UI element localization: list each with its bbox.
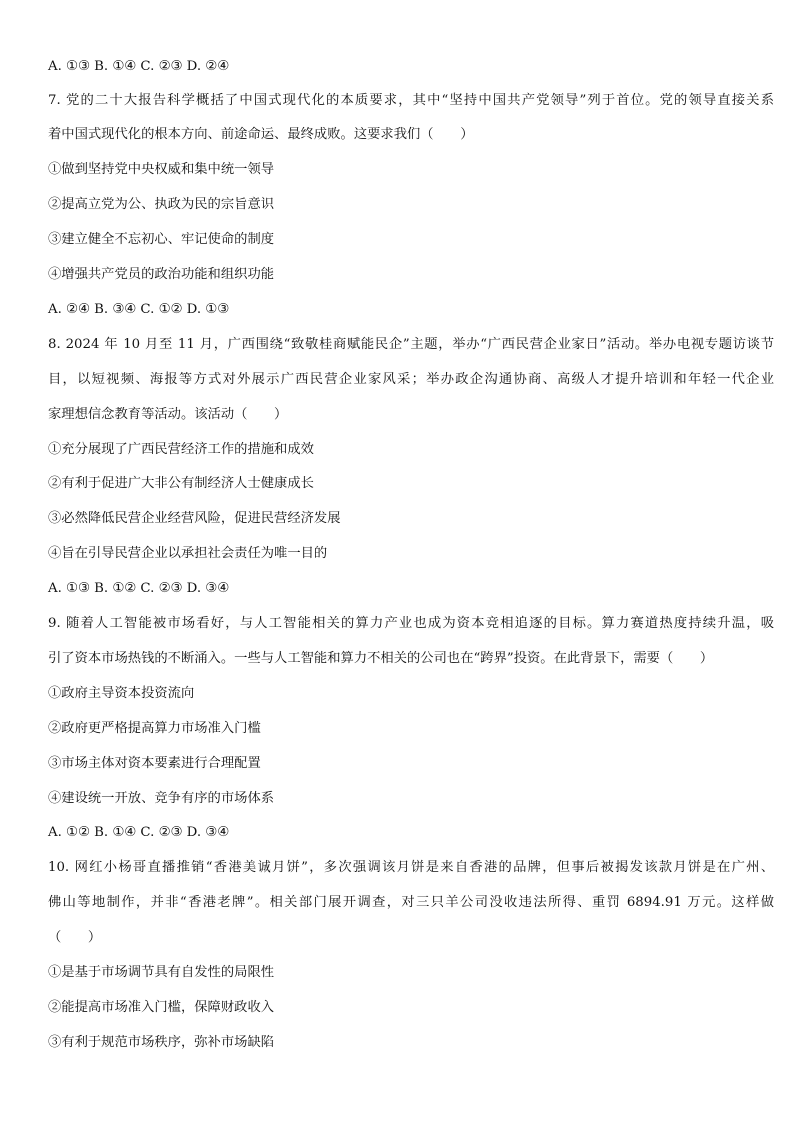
q7-stem-line-1: 7. 党的二十大报告科学概括了中国式现代化的本质要求，其中“坚持中国共产党领导”列于首位。党的领导直接关系 [48,93,774,108]
q7-option-1: ①做到坚持党中央权威和集中统一领导 [48,162,275,177]
q7-option-2: ②提高立党为公、执政为民的宗旨意识 [48,197,275,212]
q8-stem-line-3: 家理想信念教育等活动。该活动（ ） [48,407,288,422]
q8-option-4: ④旨在引导民营企业以承担社会责任为唯一目的 [48,546,328,561]
q10-option-3: ③有利于规范市场秩序，弥补市场缺陷 [48,1035,275,1050]
q10-stem-line-1: 10. 网红小杨哥直播推销“香港美诚月饼”，多次强调该月饼是来自香港的品牌，但事后被揭发该款月饼是在广州、 [48,860,774,875]
q9-option-1: ①政府主导资本投资流向 [48,686,195,701]
q9-option-4: ④建设统一开放、竞争有序的市场体系 [48,791,275,806]
q10-option-2: ②能提高市场准入门槛，保障财政收入 [48,1000,275,1015]
q8-option-1: ①充分展现了广西民营经济工作的措施和成效 [48,442,314,457]
q8-stem-line-2: 目，以短视频、海报等方式对外展示广西民营企业家风采；举办政企沟通协商、高级人才提升培训和年轻一代企业 [48,372,774,387]
q6-answer-choices: A. ①③ B. ①④ C. ②③ D. ②④ [48,59,230,74]
q8-option-2: ②有利于促进广大非公有制经济人士健康成长 [48,476,314,491]
q7-stem-line-2: 着中国式现代化的根本方向、前途命运、最终成败。这要求我们（ ） [48,127,474,142]
q7-option-4: ④增强共产党员的政治功能和组织功能 [48,267,275,282]
q7-answer-choices: A. ②④ B. ③④ C. ①② D. ①③ [48,302,230,317]
q9-stem-line-1: 9. 随着人工智能被市场看好，与人工智能相关的算力产业也成为资本竞相追逐的目标。算力赛道热度持续升温，吸 [48,616,774,631]
q8-stem-line-1: 8. 2024 年 10 月至 11 月，广西围绕“致敬桂商赋能民企”主题，举办“广西民营企业家日”活动。举办电视专题访谈节 [48,337,774,352]
q9-option-2: ②政府更严格提高算力市场准入门槛 [48,721,261,736]
q8-answer-choices: A. ①③ B. ①② C. ②③ D. ③④ [48,581,230,596]
q8-option-3: ③必然降低民营企业经营风险，促进民营经济发展 [48,511,341,526]
q10-stem-line-2: 佛山等地制作，并非“香港老牌”。相关部门展开调查，对三只羊公司没收违法所得、重罚 6894.91 万元。这样做 [48,895,774,910]
q9-option-3: ③市场主体对资本要素进行合理配置 [48,756,261,771]
q9-stem-line-2: 引了资本市场热钱的不断涌入。一些与人工智能和算力不相关的公司也在“跨界”投资。在此背景下，需要（ ） [48,651,714,666]
q9-answer-choices: A. ①② B. ①④ C. ②③ D. ③④ [48,825,230,840]
q10-option-1: ①是基于市场调节具有自发性的局限性 [48,965,275,980]
q10-stem-line-3: （ ） [48,930,102,945]
q7-option-3: ③建立健全不忘初心、牢记使命的制度 [48,232,275,247]
